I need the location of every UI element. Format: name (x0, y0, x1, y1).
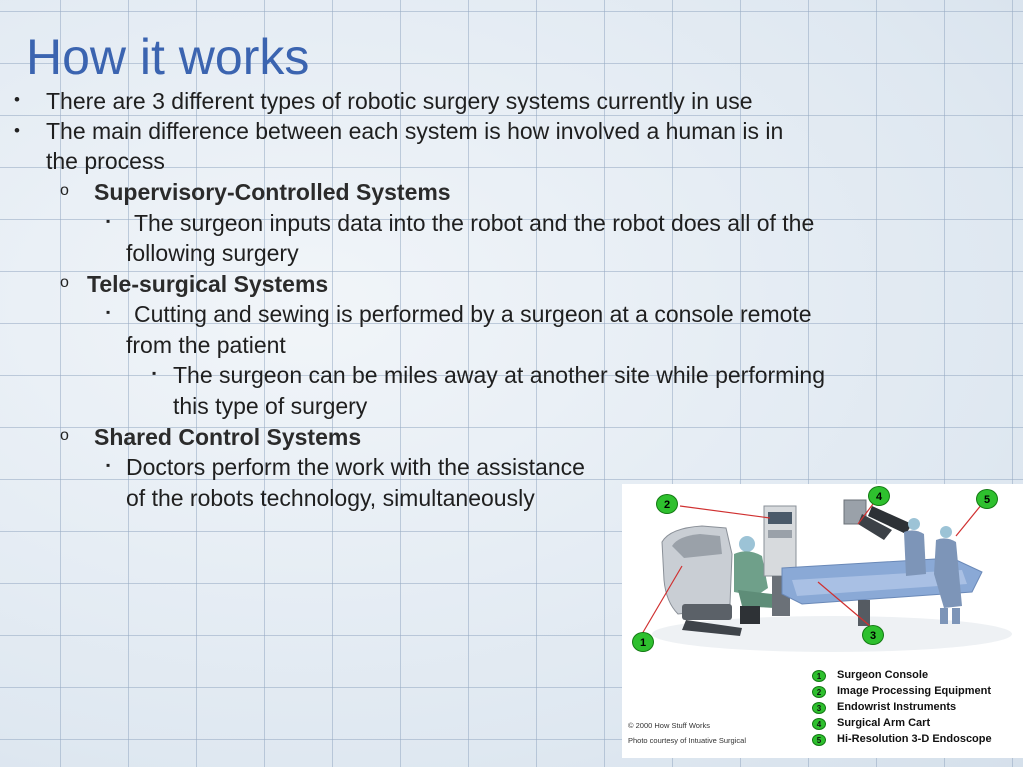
callout-badge: 2 (656, 494, 678, 514)
circle-marker: o (60, 274, 69, 291)
legend-item (812, 669, 1022, 685)
robotic-surgery-figure (622, 484, 1023, 758)
bullet-text: There are 3 different types of robotic surgery systems currently in use (46, 88, 753, 114)
circle-marker: o (60, 427, 69, 444)
square-marker: ▪ (106, 458, 111, 472)
system-detail-continued: from the patient (126, 332, 286, 358)
figure-legend (812, 669, 1022, 749)
legend-item (812, 733, 1022, 749)
system-detail-continued: following surgery (126, 240, 299, 266)
legend-label: Surgeon Console (837, 669, 929, 681)
legend-label: Surgical Arm Cart (837, 717, 931, 729)
legend-item (812, 685, 1022, 701)
callout-badge: 5 (976, 489, 998, 509)
surgery-room-illustration (622, 484, 1023, 664)
bullet-text: The main difference between each system is how involved a human is in (46, 118, 784, 144)
system-detail-continued: of the robots technology, simultaneously (126, 485, 535, 511)
legend-item (812, 701, 1022, 717)
legend-label: Image Processing Equipment (837, 685, 992, 697)
slide-title: How it works (26, 29, 310, 85)
system-name: Tele-surgical Systems (87, 271, 329, 297)
legend-number-badge: 2 (812, 686, 826, 698)
system-detail: The surgeon inputs data into the robot and the robot does all of the (134, 210, 815, 236)
system-subdetail: The surgeon can be miles away at another site while performing (173, 362, 826, 388)
legend-number-badge: 4 (812, 718, 826, 730)
square-marker: ▪ (106, 214, 111, 228)
circle-marker: o (60, 182, 69, 199)
callout-badge: 1 (632, 632, 654, 652)
legend-number-badge: 5 (812, 734, 826, 746)
square-marker: ▪ (152, 366, 157, 380)
bullet-text-continued: the process (46, 148, 165, 174)
system-detail: Doctors perform the work with the assistance (126, 454, 585, 480)
callout-badge: 3 (862, 625, 884, 645)
system-name: Shared Control Systems (94, 424, 362, 450)
square-marker: ▪ (106, 305, 111, 319)
copyright-credit: © 2000 How Stuff Works (628, 721, 710, 730)
photo-credit: Photo courtesy of Intuative Surgical (628, 736, 746, 745)
legend-label: Endowrist Instruments (837, 701, 957, 713)
system-name: Supervisory-Controlled Systems (94, 179, 451, 205)
legend-number-badge: 1 (812, 670, 826, 682)
legend-label: Hi-Resolution 3-D Endoscope (837, 733, 992, 745)
system-subdetail-continued: this type of surgery (173, 393, 368, 419)
legend-item (812, 717, 1022, 733)
callout-badge: 4 (868, 486, 890, 506)
system-detail: Cutting and sewing is performed by a surgeon at a console remote (134, 301, 812, 327)
bullet-marker: • (14, 90, 20, 109)
legend-number-badge: 3 (812, 702, 826, 714)
bullet-marker: • (14, 121, 20, 140)
